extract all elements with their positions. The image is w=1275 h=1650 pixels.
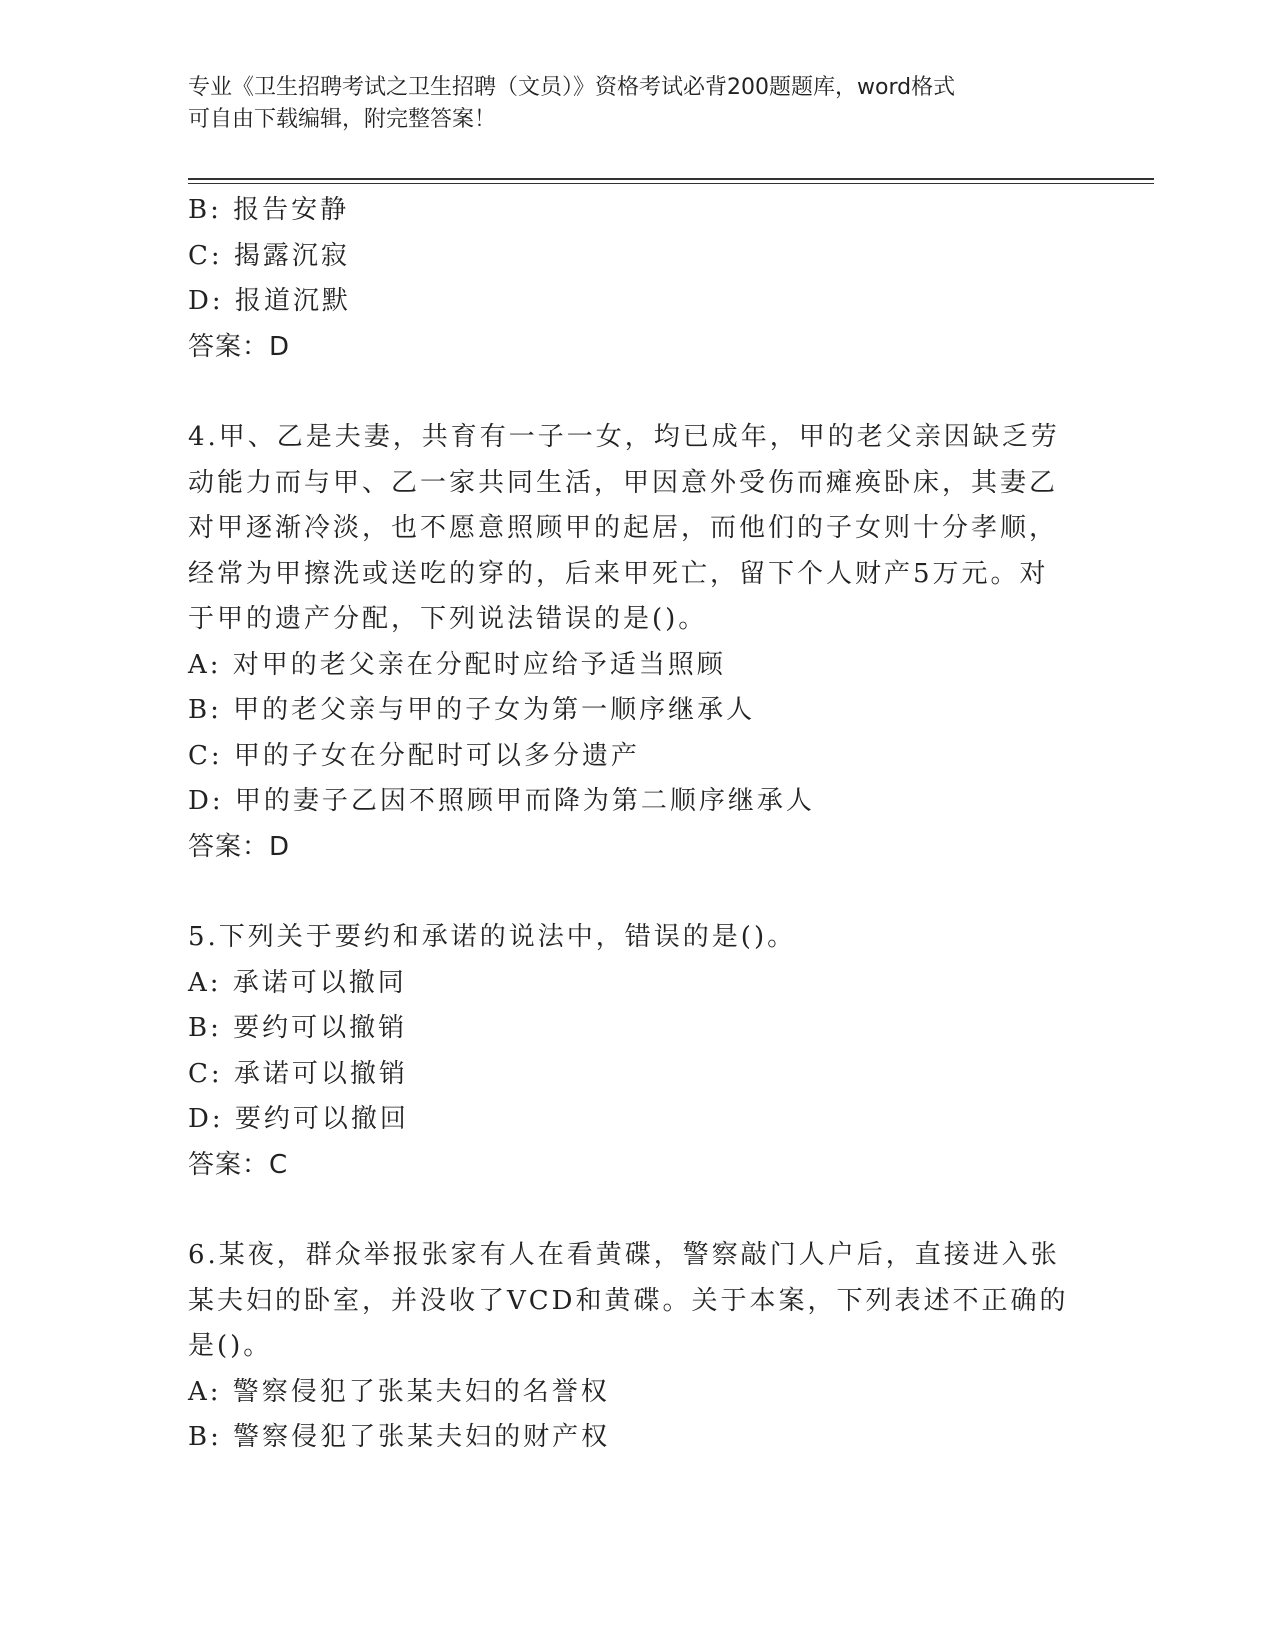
option-c: C: 甲的子女在分配时可以多分遗产 [188,740,640,771]
option-c: C: 承诺可以撤销 [188,1058,408,1089]
question-4-options [188,643,1068,825]
option-d: D: 报道沉默 [188,286,351,316]
option-d: D: 甲的妻子乙因不照顾甲而降为第二顺序继承人 [188,786,815,816]
question-3-options [188,188,1068,325]
question-line: 5.下列关于要约和承诺的说法中，错误的是()。 [188,922,797,952]
spacer [188,1188,1068,1233]
question-line: 对甲逐渐冷淡，也不愿意照顾甲的起居，而他们的子女则十分孝顺， [188,513,1059,543]
question-6-stem [188,1233,1068,1370]
spacer [188,370,1068,415]
question-3-answer: 答案：D [188,331,291,362]
question-4-stem [188,415,1068,643]
question-line: 6.某夜，群众举报张家有人在看黄碟，警察敲门人户后，直接进入张 [188,1240,1060,1270]
option-c: C: 揭露沉寂 [188,240,350,271]
question-6-options [188,1370,1068,1461]
option-a: A: 承诺可以撤同 [188,967,407,998]
option-a: A: 警察侵犯了张某夫妇的名誉权 [188,1376,610,1407]
option-b: B: 报告安静 [188,195,350,225]
document-header [188,72,1068,136]
option-b: B: 甲的老父亲与甲的子女为第一顺序继承人 [188,695,756,725]
question-line: 经常为甲擦洗或送吃的穿的，后来甲死亡，留下个人财产5万元。对 [188,558,1049,589]
option-a: A: 对甲的老父亲在分配时应给予适当照顾 [188,649,726,680]
question-line: 于甲的遗产分配，下列说法错误的是()。 [188,604,708,634]
header-divider-thick [188,178,1154,180]
spacer [188,870,1068,915]
question-4-answer: 答案：D [188,831,291,862]
document-body [188,188,1068,1461]
header-divider-thin [188,183,1154,184]
option-d: D: 要约可以撤回 [188,1104,409,1134]
question-5-options [188,961,1068,1143]
option-b: B: 警察侵犯了张某夫妇的财产权 [188,1422,611,1452]
question-line: 是()。 [188,1331,273,1361]
question-line: 某夫妇的卧室，并没收了VCD和黄碟。关于本案，下列表述不正确的 [188,1285,1069,1316]
question-5-answer: 答案：C [188,1149,289,1180]
question-5-stem [188,915,1068,961]
header-line-1: 专业《卫生招聘考试之卫生招聘（文员）》资格考试必背200题题库，word格式 [188,75,956,100]
question-line: 动能力而与甲、乙一家共同生活，甲因意外受伤而瘫痪卧床，其妻乙 [188,467,1059,498]
option-b: B: 要约可以撤销 [188,1013,408,1043]
question-line: 4.甲、乙是夫妻，共育有一子一女，均已成年，甲的老父亲因缺乏劳 [188,422,1060,452]
header-line-2: 可自由下载编辑，附完整答案！ [188,107,497,132]
